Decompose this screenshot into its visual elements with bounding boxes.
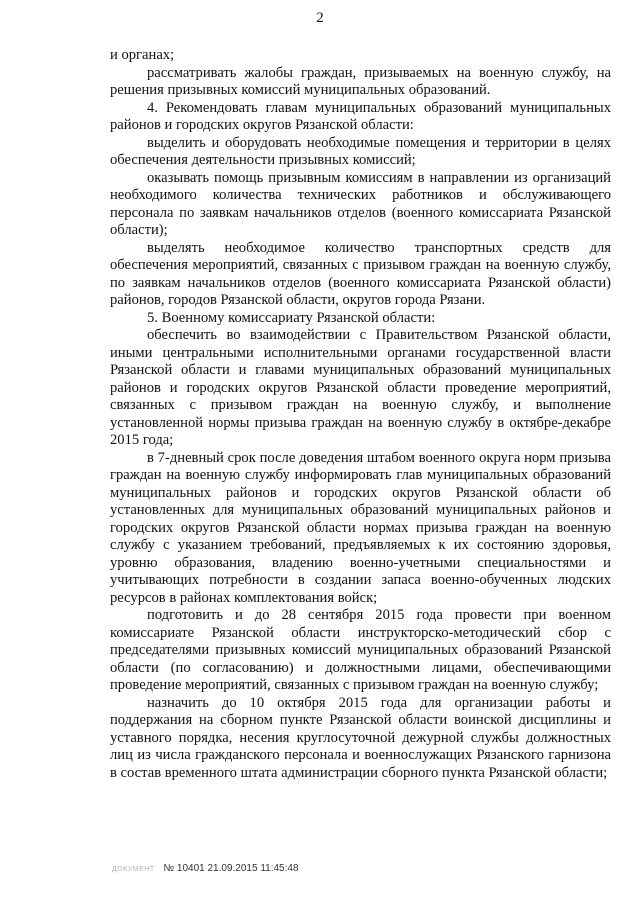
paragraph: и органах; [110, 47, 175, 63]
paragraph: в 7-дневный срок после доведения штабом военного округа норм призыва граждан на военную службу информировать глав муниципальных образований муниципальных районов и городских округов Рязанской области об установленных для муниципальных образований муниципальных районов и городских округов Рязанской области нормах призыва граждан на военную службу с указанием требований, предъявляемых к их состоянию здоровья, уровню образования, владению военно-учетными специальностями и учитывающих потребности в создании запаса военно-обученных людских ресурсов в районах комплектования войск; [110, 449, 611, 606]
paragraph: выделять необходимое количество транспортных средств для обеспечения мероприятий, связанных с призывом граждан на военную службу, по заявкам начальников отделов (военного комиссариата Рязанской области) районов, городов Рязанской области, округов города Рязани. [110, 239, 611, 308]
registration-stamp [112, 863, 299, 874]
page-number: 2 [316, 10, 324, 26]
stamp-number-date: № 10401 21.09.2015 11:45:48 [163, 863, 299, 874]
paragraph: рассматривать жалобы граждан, призываемых на военную службу, на решения призывных комиссий муниципальных образований. [110, 64, 611, 98]
paragraph: назначить до 10 октября 2015 года для организации работы и поддержания на сборном пункте Рязанской области воинской дисциплины и уставного порядка, несения круглосуточной дежурной службы должностных лиц из числа гражданского персонала и военнослужащих Рязанского гарнизона в состав временного штата администрации сборного пункта Рязанской области; [110, 694, 611, 781]
paragraph: выделить и оборудовать необходимые помещения и территории в целях обеспечения деятельности призывных комиссий; [110, 134, 611, 168]
stamp-faint-label: ДОКУМЕНТ [112, 866, 155, 873]
paragraph: обеспечить во взаимодействии с Правительством Рязанской области, иными центральными исполнительными органами государственной власти Рязанской области и главами муниципальных образований муниципальных районов и городских округов Рязанской области проведение мероприятий, связанных с призывом граждан на военную службу, и выполнение установленной нормы призыва граждан на военную службу в октябре-декабре 2015 года; [110, 327, 611, 448]
paragraph: 4. Рекомендовать главам муниципальных образований муниципальных районов и городских округов Рязанской области: [110, 99, 611, 133]
paragraph: 5. Военному комиссариату Рязанской области: [147, 309, 436, 326]
paragraph: подготовить и до 28 сентября 2015 года провести при военном комиссариате Рязанской области инструкторско-методический сбор с председателями призывных комиссий муниципальных образований Рязанской области (по согласованию) и должностными лицами, обеспечивающими проведение мероприятий, связанных с призывом граждан на военную службу; [110, 607, 611, 693]
paragraph: оказывать помощь призывным комиссиям в направлении из организаций необходимого количества технических работников и обслуживающего персонала по заявкам начальников отделов (военного комиссариата Рязанской области); [110, 169, 611, 238]
document-body [110, 47, 611, 782]
